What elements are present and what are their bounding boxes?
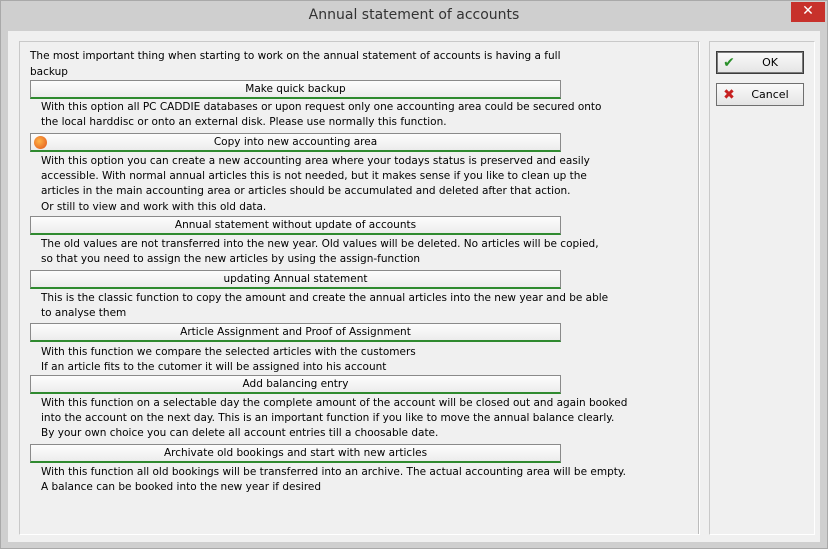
highlight-marker-icon <box>34 136 47 149</box>
cancel-x-icon: ✖ <box>723 87 735 103</box>
content-panel <box>19 41 700 535</box>
ok-button[interactable]: ✔ OK <box>716 51 804 74</box>
archivate-old-bookings-button[interactable]: Archivate old bookings and start with new articles <box>30 444 561 463</box>
title-bar[interactable] <box>1 1 827 31</box>
section-description: The old values are not transferred into the new year. Old values will be deleted. No articles will be copied, so that you need to assign the new articles by using the assign-function <box>41 238 599 266</box>
updating-annual-statement-button[interactable]: updating Annual statement <box>30 270 561 289</box>
section-description: With this option you can create a new accounting area where your todays status is preserved and easily accessible. With normal annual articles this is not needed, but it makes sense if you like to clean up the articles in the main accounting area or articles should be accumulated and deleted after that action. Or still to view and work with this old data. <box>41 155 590 213</box>
annual-statement-without-update-button[interactable]: Annual statement without update of accounts <box>30 216 561 235</box>
close-button[interactable]: ✕ <box>791 2 825 22</box>
section-description: With this function we compare the selected articles with the customers If an article fits to the cutomer it will be assigned into his account <box>41 346 416 374</box>
window-title: Annual statement of accounts <box>308 7 520 23</box>
add-balancing-entry-button[interactable]: Add balancing entry <box>30 375 561 394</box>
checkmark-icon: ✔ <box>723 55 735 71</box>
section-description: This is the classic function to copy the amount and create the annual articles into the new year and be able to analyse them <box>41 292 609 320</box>
button-panel <box>709 41 815 535</box>
cancel-button[interactable]: ✖ Cancel <box>716 83 804 106</box>
intro-text: The most important thing when starting to work on the annual statement of accounts is having a full backup <box>30 50 561 78</box>
dialog-client-area <box>8 31 820 542</box>
make-quick-backup-button[interactable]: Make quick backup <box>30 80 561 99</box>
section-description: With this option all PC CADDIE databases or upon request only one accounting area could be secured onto the local harddisc or onto an external disk. Please use normally this function. <box>41 101 602 129</box>
article-assignment-button[interactable]: Article Assignment and Proof of Assignment <box>30 323 561 342</box>
copy-into-new-accounting-area-button[interactable]: Copy into new accounting area <box>30 133 561 152</box>
section-description: With this function on a selectable day the complete amount of the account will be closed out and again booked into the account on the next day. This is an important function if you like to move the annual balance clearly. By your own choice you can delete all account entries till a choosable date. <box>41 397 628 440</box>
section-description: With this function all old bookings will be transferred into an archive. The actual accounting area will be empty. A balance can be booked into the new year if desired <box>41 466 626 494</box>
